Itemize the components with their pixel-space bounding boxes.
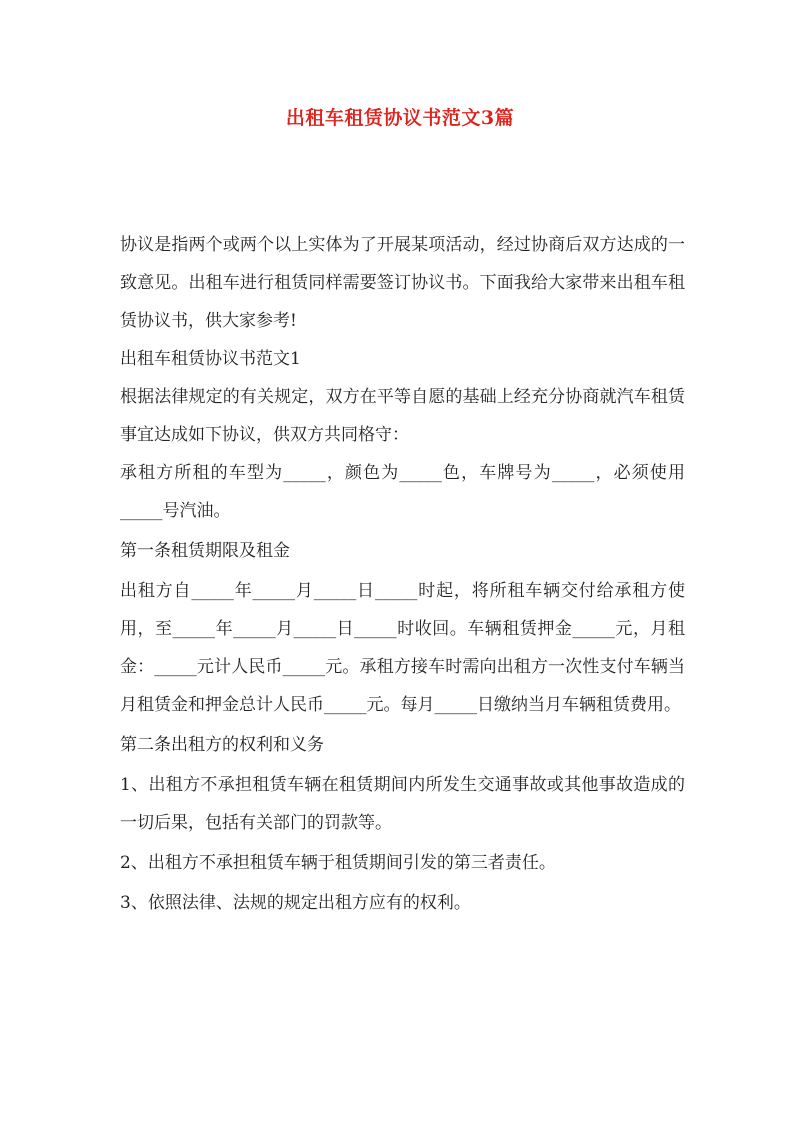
- clause-2-1: 1、出租方不承担租赁车辆在租赁期间内所发生交通事故或其他事故造成的一切后果，包括有关部门的罚款等。: [120, 775, 685, 833]
- intro-paragraph: 协议是指两个或两个以上实体为了开展某项活动，经过协商后双方达成的一致意见。出租车进行租赁同样需要签订协议书。下面我给大家带来出租车租赁协议书，供大家参考!: [120, 235, 685, 331]
- document-body: [120, 226, 685, 924]
- article-1-paragraph: 出租方自_____年_____月_____日_____时起，将所租车辆交付给承租方使用，至_____年_____月_____日_____时收回。车辆租赁押金_____元，月租金：_____元计人民币_____元。承租方接车时需向出租方一次性支付车辆当月租赁金和押金总计人民币_____元。每月_____日缴纳当月车辆租赁费用。: [120, 581, 685, 715]
- vehicle-info-paragraph: 承租方所租的车型为_____，颜色为_____色，车牌号为_____，必须使用_____号汽油。: [120, 463, 685, 521]
- clause-2-2: 2、出租方不承担租赁车辆于租赁期间引发的第三者责任。: [120, 853, 556, 873]
- document-title: 出租车租赁协议书范文3篇: [285, 107, 515, 129]
- clause-2-3: 3、依照法律、法规的规定出租方应有的权利。: [120, 893, 471, 913]
- section-heading-sample-1: 出租车租赁协议书范文1: [120, 349, 301, 369]
- article-2-heading: 第二条出租方的权利和义务: [120, 735, 324, 755]
- article-1-heading: 第一条租赁期限及租金: [120, 541, 290, 561]
- legal-basis-paragraph: 根据法律规定的有关规定，双方在平等自愿的基础上经充分协商就汽车租赁事宜达成如下协议，供双方共同格守：: [120, 387, 685, 445]
